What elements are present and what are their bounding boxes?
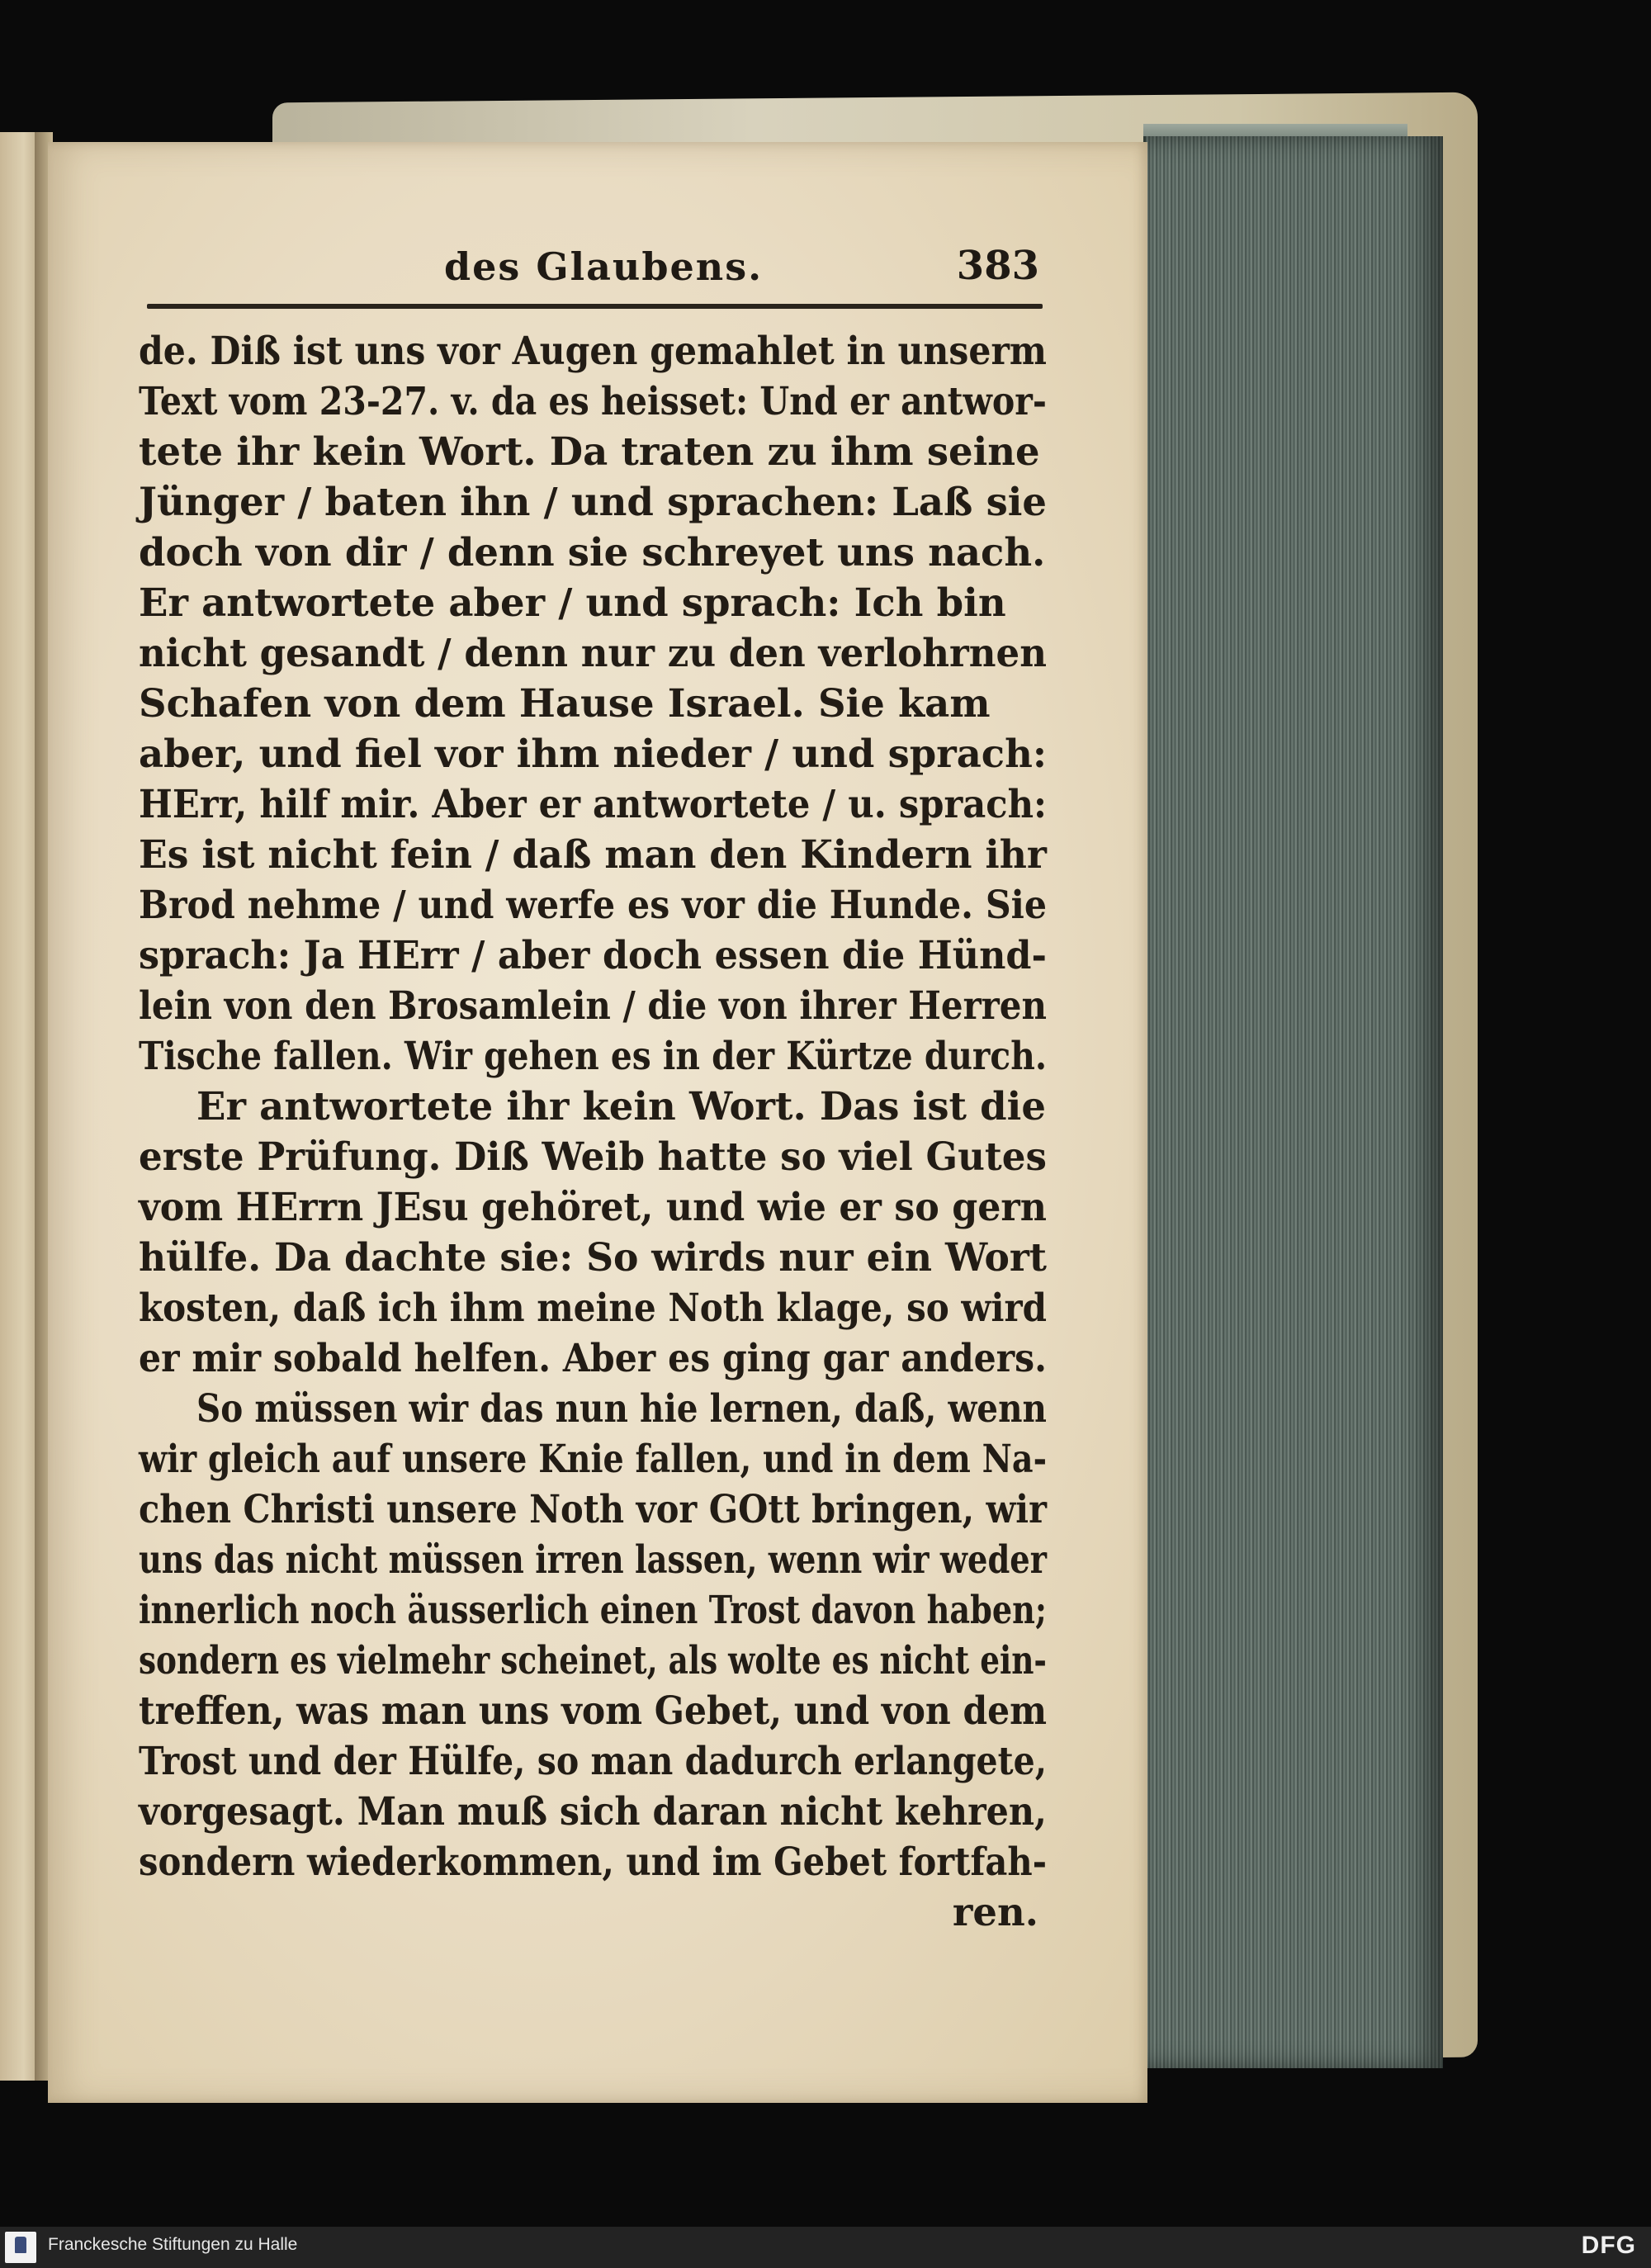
text-line: innerlich noch äusserlich einen Trost davon haben; bbox=[139, 1587, 1048, 1632]
running-head-rule bbox=[147, 304, 1043, 309]
text-line: HErr, hilf mir. Aber er antwortete / u. sprach: bbox=[139, 781, 1048, 826]
text-line: sprach: Ja HErr / aber doch essen die Hünd- bbox=[139, 932, 1047, 978]
text-line: sondern wiederkommen, und im Gebet fortfah- bbox=[139, 1839, 1048, 1884]
catchword: ren. bbox=[952, 1889, 1038, 1934]
text-line: Es ist nicht fein / daß man den Kindern ihr bbox=[139, 831, 1047, 877]
text-line: wir gleich auf unsere Knie fallen, und in dem Na- bbox=[139, 1436, 1048, 1481]
text-line: Er antwortete ihr kein Wort. Das ist die bbox=[196, 1083, 1046, 1129]
text-line: hülfe. Da dachte sie: So wirds nur ein Wort bbox=[139, 1234, 1047, 1280]
text-line: Schafen von dem Hause Israel. Sie kam bbox=[139, 680, 991, 726]
institution-name[interactable]: Franckesche Stiftungen zu Halle bbox=[48, 2235, 298, 2254]
text-line: uns das nicht müssen irren lassen, wenn wir weder bbox=[139, 1536, 1047, 1582]
text-line: aber, und fiel vor ihm nieder / und sprach: bbox=[139, 731, 1048, 776]
text-line: So müssen wir das nun hie lernen, daß, wenn bbox=[196, 1385, 1047, 1431]
text-line: lein von den Brosamlein / die von ihrer Herren bbox=[139, 982, 1047, 1028]
dfg-badge[interactable]: DFG bbox=[1581, 2232, 1636, 2259]
running-head bbox=[147, 239, 1043, 314]
text-line: doch von dir / denn sie schreyet uns nach. bbox=[139, 529, 1046, 575]
text-line: Trost und der Hülfe, so man dadurch erlangete, bbox=[139, 1738, 1047, 1783]
text-line: Text vom 23-27. v. da es heisset: Und er antwor- bbox=[139, 378, 1047, 424]
text-line: Jünger / baten ihn / und sprachen: Laß sie bbox=[139, 479, 1047, 524]
text-line: Tische fallen. Wir gehen es in der Kürtze durch. bbox=[139, 1033, 1048, 1078]
viewer-footer bbox=[0, 2227, 1651, 2268]
text-line: kosten, daß ich ihm meine Noth klage, so wird bbox=[139, 1285, 1048, 1330]
text-line: tete ihr kein Wort. Da traten zu ihm seine bbox=[139, 429, 1040, 474]
text-line: nicht gesandt / denn nur zu den verlohrnen bbox=[139, 630, 1047, 675]
text-line: vorgesagt. Man muß sich daran nicht kehren, bbox=[139, 1788, 1047, 1834]
book-page bbox=[48, 142, 1147, 2103]
logo-mark bbox=[15, 2237, 26, 2253]
left-page-edge bbox=[0, 132, 40, 2081]
institution-logo-icon[interactable] bbox=[5, 2232, 36, 2263]
running-head-title: des Glaubens. bbox=[444, 244, 764, 289]
page-number: 383 bbox=[956, 243, 1039, 289]
text-line: Brod nehme / und werfe es vor die Hunde. Sie bbox=[139, 882, 1048, 927]
text-line: sondern es vielmehr scheinet, als wolte es nicht ein- bbox=[139, 1637, 1047, 1683]
body-text bbox=[139, 325, 1047, 1937]
text-line: erste Prüfung. Diß Weib hatte so viel Gutes bbox=[139, 1134, 1047, 1179]
text-line: treffen, was man uns vom Gebet, und von dem bbox=[139, 1688, 1048, 1733]
text-line: de. Diß ist uns vor Augen gemahlet in unserm bbox=[139, 328, 1047, 373]
page-block-fore-edge bbox=[1143, 136, 1443, 2068]
text-line: chen Christi unsere Noth vor GOtt bringen, wir bbox=[139, 1486, 1047, 1532]
text-line: vom HErrn JEsu gehöret, und wie er so gern bbox=[139, 1184, 1047, 1229]
text-line: er mir sobald helfen. Aber es ging gar anders. bbox=[139, 1335, 1047, 1380]
text-line: Er antwortete aber / und sprach: Ich bin bbox=[139, 580, 1006, 625]
